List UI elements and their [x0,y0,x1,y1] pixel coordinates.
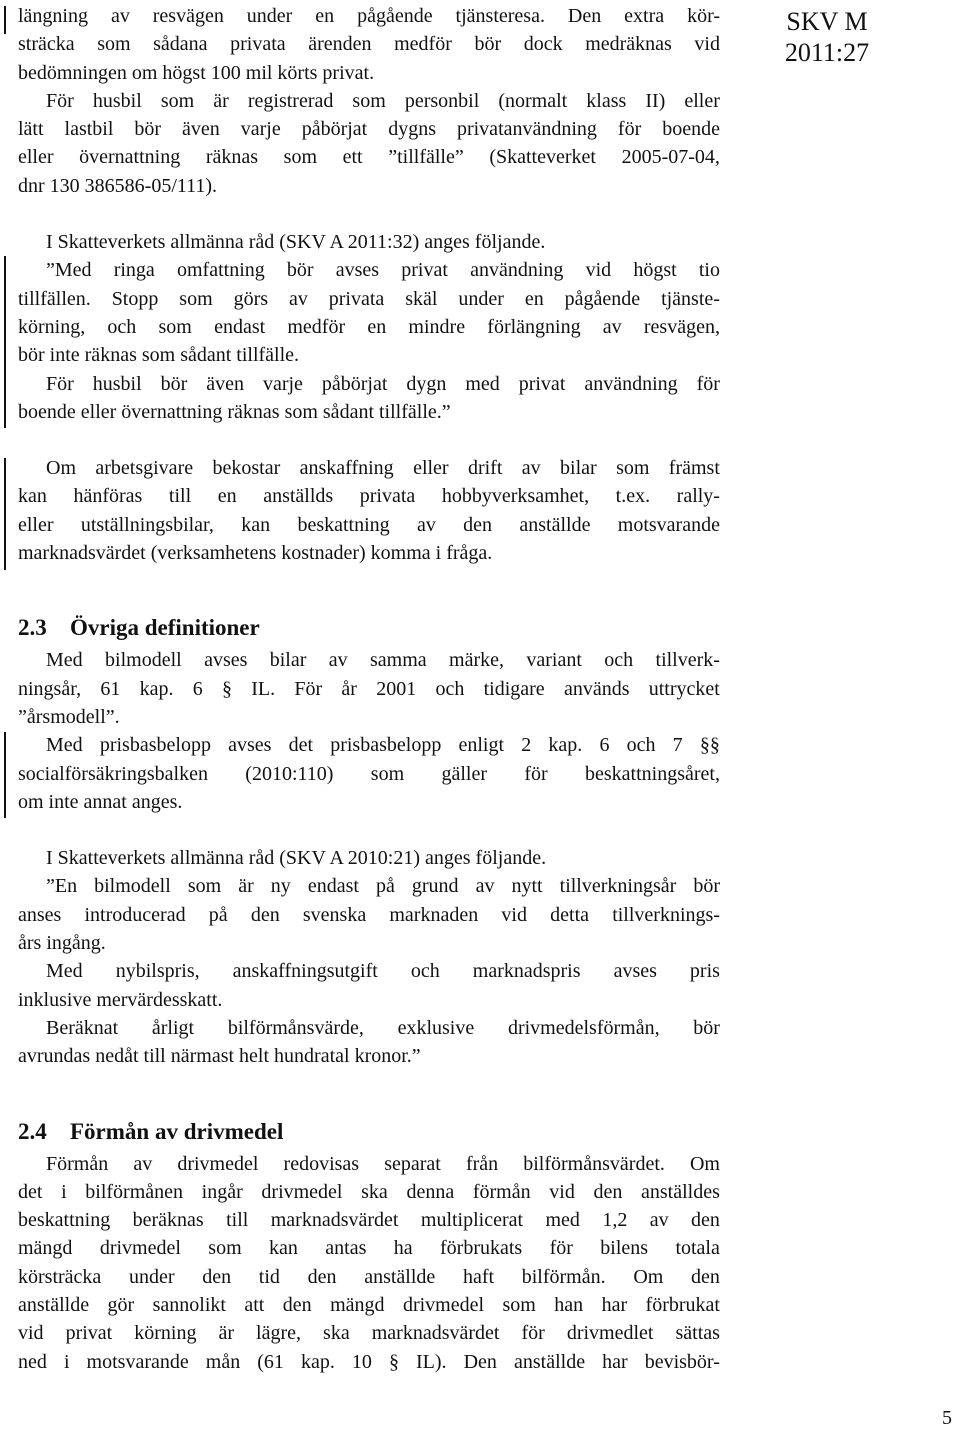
section-title: Förmån av drivmedel [70,1118,284,1144]
section-gap [18,1099,720,1114]
text-line: Med nybilspris, anskaffningsutgift och marknadspris avses pris [46,960,720,983]
text-line: boende eller övernattning räknas som sådant tillfälle.” [18,400,451,423]
text-line: dnr 130 386586-05/111). [18,174,218,197]
section-gap [18,1071,720,1099]
text-line: inklusive mervärdesskatt. [18,988,223,1011]
text-line: För husbil som är registrerad som personbil (normalt klass II) eller [46,89,720,112]
paragraph [18,454,720,567]
section-title: Övriga definitioner [70,615,260,641]
paragraph [18,731,720,816]
text-line: Om arbetsgivare bekostar anskaffning eller drift av bilar som främst [46,457,720,480]
section-number: 2.4 [18,1118,47,1144]
paragraph-gap [18,200,720,228]
text-line: ”årsmodell”. [18,705,120,728]
section-gap [18,567,720,595]
text-line: eller utställningsbilar, kan beskattning av den anställde motsvarande [18,513,720,536]
paragraph [18,2,720,87]
paragraph-gap [18,816,720,844]
page-number: 5 [942,1407,952,1429]
text-line: bör inte räknas som sådant tillfälle. [18,344,300,367]
text-line: längning av resvägen under en pågående tjänsteresa. Den extra kör- [18,5,720,27]
paragraph [18,957,720,1014]
text-line: sträcka som sådana privata ärenden medför bör dock medräknas vid [18,33,720,56]
paragraph [18,256,720,369]
text-line: Med bilmodell avses bilar av samma märke, variant och tillverk- [46,649,720,672]
text-line: anställde gör sannolikt att den mängd drivmedel som han har förbrukat [18,1293,720,1316]
text-line: kan hänföras till en anställds privata hobbyverksamhet, t.ex. rally- [18,485,720,508]
paragraph [18,646,720,731]
text-line: Förmån av drivmedel redovisas separat från bilförmånsvärdet. Om [46,1152,720,1175]
text-line: ”En bilmodell som är ny endast på grund av nytt tillverkningsår bör [46,875,720,898]
paragraph [18,844,720,872]
section-gap [18,595,720,610]
text-line: ”Med ringa omfattning bör avses privat användning vid högst tio [46,259,720,282]
text-line: körsträcka under den tid den anställde haft bilförmån. Om den [18,1265,720,1288]
text-line: För husbil bör även varje påbörjat dygn med privat användning för [46,372,720,395]
change-bar [4,458,6,570]
text-line: mängd drivmedel som kan antas ha förbrukats för bilens totala [18,1237,720,1260]
text-line: Med prisbasbelopp avses det prisbasbelopp enligt 2 kap. 6 och 7 §§ [46,734,720,757]
text-line: körning, och som endast medför en mindre förlängning av resvägen, [18,315,720,338]
text-line: om inte annat anges. [18,790,183,813]
text-line: tillfällen. Stopp som görs av privata skäl under en pågående tjänste- [18,287,720,310]
text-line: beskattning beräknas till marknadsvärdet multiplicerat med 1,2 av den [18,1209,720,1232]
document-body [18,2,720,1376]
change-bar [4,732,6,818]
paragraph [18,1150,720,1376]
text-line: avrundas nedåt till närmast helt hundratal kronor.” [18,1045,421,1068]
text-line: anses introducerad på den svenska marknaden vid detta tillverknings- [18,903,720,926]
text-line: I Skatteverkets allmänna råd (SKV A 2010:21) anges följande. [46,847,547,870]
paragraph [18,872,720,957]
document-number: 2011:27 [784,38,870,67]
text-line: lätt lastbil bör även varje påbörjat dygns privatanvändning för boende [18,118,720,141]
text-line: års ingång. [18,932,106,955]
text-line: socialförsäkringsbalken (2010:110) som gäller för beskattningsåret, [18,762,720,785]
change-bar [4,256,6,428]
text-line: I Skatteverkets allmänna råd (SKV A 2011:32) anges följande. [46,231,546,254]
text-line: det i bilförmånen ingår drivmedel ska denna förmån vid den anställdes [18,1180,720,1203]
change-bar [4,6,6,34]
document-code-header [772,6,882,68]
text-line: ningsår, 61 kap. 6 § IL. För år 2001 och tidigare används uttrycket [18,677,720,700]
section-number: 2.3 [18,615,47,641]
paragraph [18,370,720,427]
text-line: ned i motsvarande mån (61 kap. 10 § IL). Den anställde har bevisbör- [18,1350,720,1373]
paragraph [18,228,720,256]
text-line: bedömningen om högst 100 mil körts privat. [18,61,375,84]
paragraph-gap [18,426,720,454]
text-line: eller övernattning räknas som ett ”tillfälle” (Skatteverket 2005-07-04, [18,146,720,169]
text-line: marknadsvärdet (verksamhetens kostnader) komma i fråga. [18,542,493,565]
text-line: Beräknat årligt bilförmånsvärde, exklusive drivmedelsförmån, bör [46,1016,720,1039]
text-line: vid privat körning är lägre, ska marknadsvärdet för drivmedlet sättas [18,1322,720,1345]
section-heading [18,1114,720,1150]
section-heading [18,610,720,646]
paragraph [18,1014,720,1071]
paragraph [18,87,720,200]
document-series: SKV M [786,7,868,36]
